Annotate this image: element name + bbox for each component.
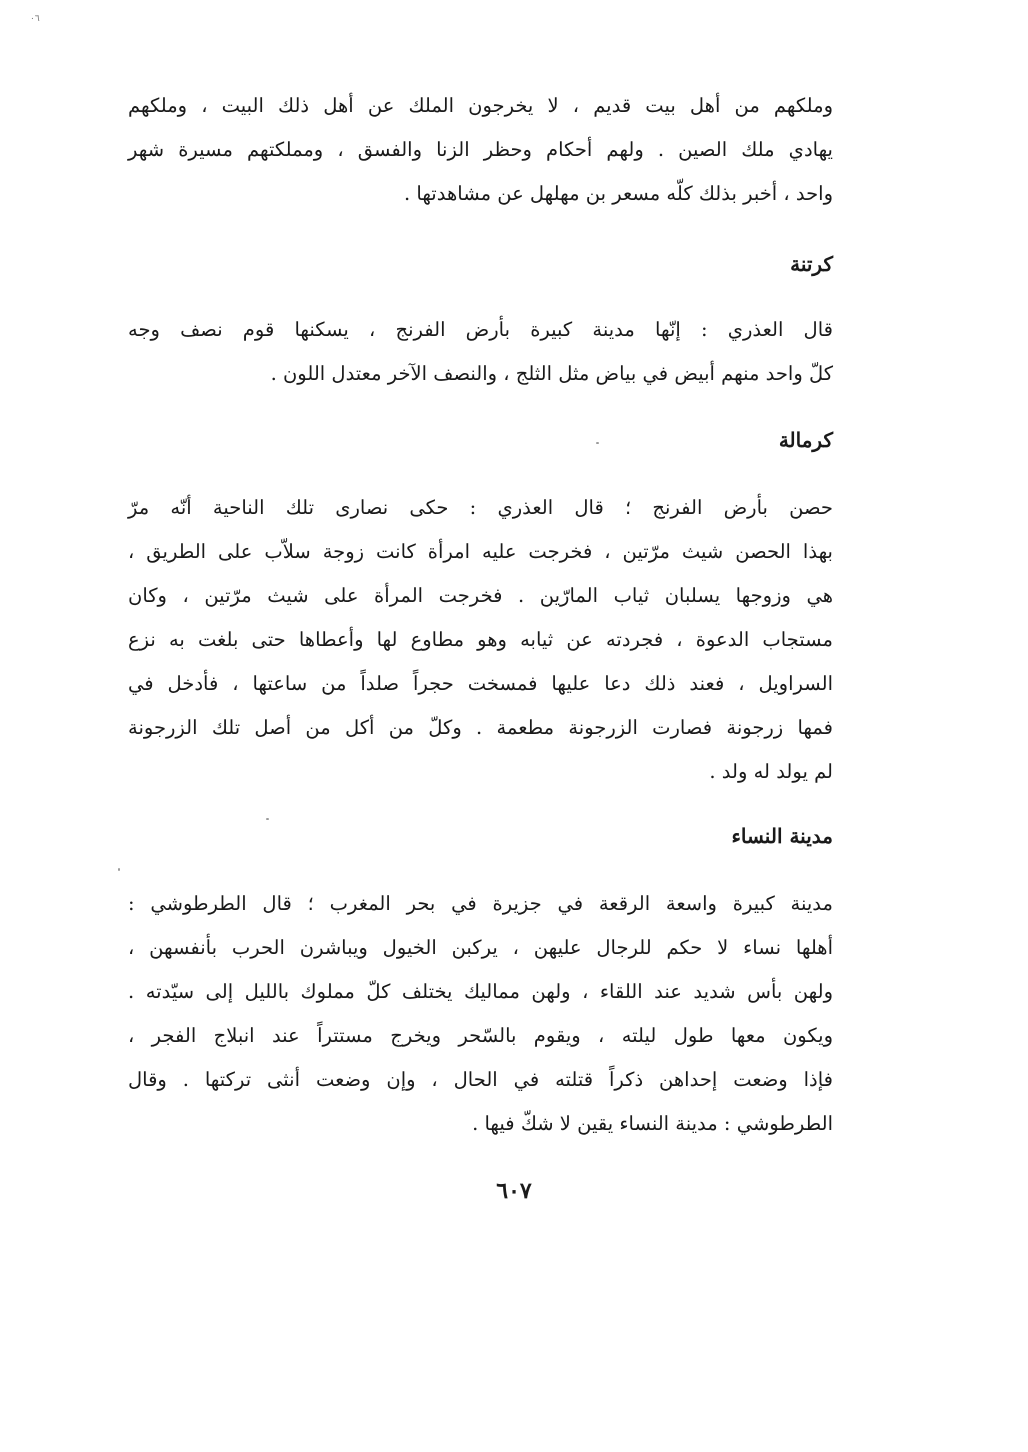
text-line: الطرطوشي : مدينة النساء يقين لا شكّ فيها . (472, 1112, 833, 1135)
text-line: أهلها نساء لا حكم للرجال عليهن ، يركبن الخيول ويباشرن الحرب بأنفسهن ، (128, 936, 833, 959)
text-line: ولهن بأس شديد عند اللقاء ، ولهن مماليك يختلف كلّ مملوك بالليل إلى سيّدته . (128, 980, 833, 1003)
section-heading: كرتنة (790, 252, 833, 276)
paragraph-intro (128, 84, 833, 216)
section-heading: كرمالة (778, 428, 833, 452)
text-line: قال العذري : إنّها مدينة كبيرة بأرض الفرنج ، يسكنها قوم نصف وجه (128, 318, 833, 341)
text-line: بهذا الحصن شيث مرّتين ، فخرجت عليه امرأة كانت زوجة سلاّب على الطريق ، (128, 540, 833, 563)
scan-speck (118, 868, 120, 871)
paragraph-karmala (128, 486, 833, 794)
text-line: كلّ واحد منهم أبيض في بياض مثل الثلج ، والنصف الآخر معتدل اللون . (270, 362, 833, 385)
section-kartana (128, 252, 833, 276)
section-karmala (128, 428, 833, 452)
paragraph-kartana (128, 308, 833, 396)
section-madinat-al-nisa (128, 824, 833, 848)
text-line: السراويل ، فعند ذلك دعا عليها فمسخت حجراً صلداً من ساعتها ، فأدخل في (128, 672, 833, 695)
text-line: مدينة كبيرة واسعة الرقعة في جزيرة في بحر المغرب ؛ قال الطرطوشي : (128, 892, 833, 915)
corner-mark: ۰٦ (30, 14, 40, 24)
text-line: هي وزوجها يسلبان ثياب المارّين . فخرجت المرأة على شيث مرّتين ، وكان (128, 584, 833, 607)
text-line: يهادي ملك الصين . ولهم أحكام وحظر الزنا والفسق ، ومملكتهم مسيرة شهر (128, 138, 833, 161)
text-line: واحد ، أخبر بذلك كلّه مسعر بن مهلهل عن مشاهدتها . (403, 182, 833, 205)
text-line: مستجاب الدعوة ، فجردته عن ثيابه وهو مطاوع لها وأعطاها حتى بلغت به نزع (128, 628, 833, 651)
section-heading: مدينة النساء (731, 824, 833, 848)
section-madinat-al-nisa-body (128, 882, 833, 1146)
text-line: وملكهم من أهل بيت قديم ، لا يخرجون الملك عن أهل ذلك البيت ، وملكهم (128, 94, 833, 117)
text-line: حصن بأرض الفرنج ؛ قال العذري : حكى نصارى تلك الناحية أنّه مرّ (128, 496, 833, 519)
paragraph-madinat-al-nisa (128, 882, 833, 1146)
section-intro (128, 84, 833, 216)
scan-speck (596, 442, 599, 444)
scan-speck (266, 818, 269, 820)
section-kartana-body (128, 308, 833, 396)
text-line: لم يولد له ولد . (709, 760, 833, 783)
section-karmala-body (128, 486, 833, 794)
text-line: ويكون معها طول ليلته ، ويقوم بالسّحر ويخرج مستتراً عند انبلاج الفجر ، (128, 1024, 833, 1047)
text-line: فمها زرجونة فصارت الزرجونة مطعمة . وكلّ من أكل من أصل تلك الزرجونة (128, 716, 833, 739)
text-line: فإذا وضعت إحداهن ذكراً قتلته في الحال ، وإن وضعت أنثى تركتها . وقال (128, 1068, 833, 1091)
page-number: ٦٠٧ (496, 1178, 532, 1204)
